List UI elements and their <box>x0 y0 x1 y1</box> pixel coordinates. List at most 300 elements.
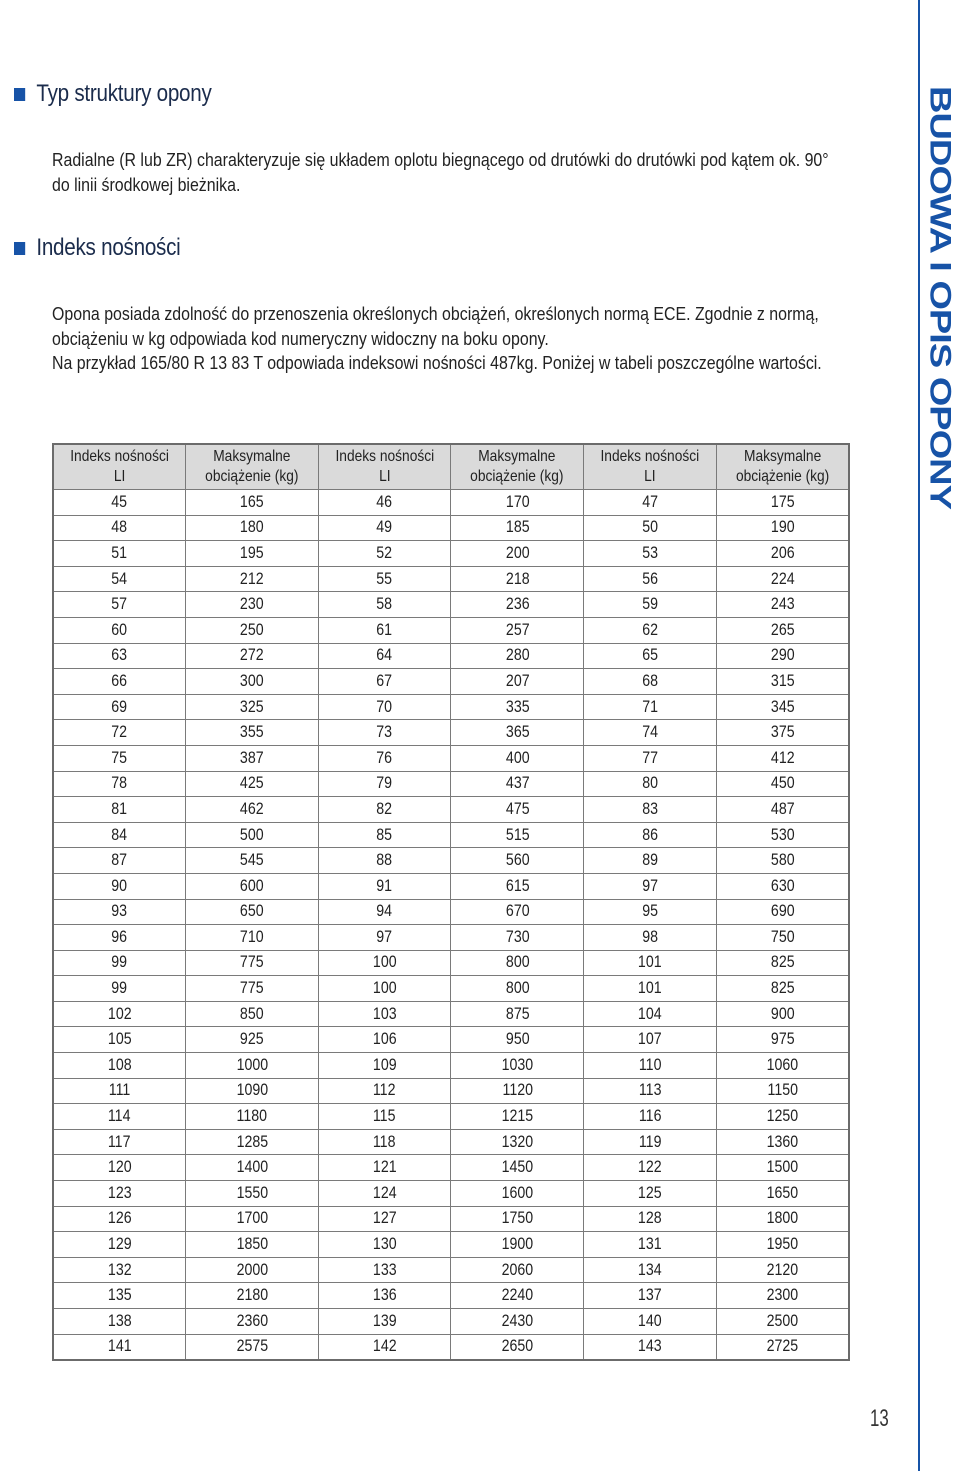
table-cell <box>318 1078 451 1104</box>
table-cell-value: 1700 <box>236 1209 268 1228</box>
table-row <box>53 1053 849 1079</box>
table-cell <box>318 771 451 797</box>
table-cell <box>716 1078 849 1104</box>
table-cell <box>186 720 319 746</box>
table-cell-value: 76 <box>376 748 393 767</box>
table-cell <box>451 873 584 899</box>
table-cell-value: 775 <box>240 953 264 972</box>
table-cell-value: 52 <box>376 543 393 562</box>
table-cell-value: 94 <box>376 902 393 921</box>
square-bullet-icon <box>14 242 25 255</box>
table-body <box>53 490 849 1361</box>
table-cell <box>53 643 186 669</box>
table-cell <box>318 1155 451 1181</box>
table-cell <box>186 1181 319 1207</box>
table-cell-value: 165 <box>240 492 264 511</box>
table-cell-value: 97 <box>376 927 393 946</box>
table-cell-value: 48 <box>111 518 128 537</box>
table-cell <box>716 643 849 669</box>
table-cell-value: 112 <box>373 1081 396 1100</box>
table-cell <box>584 797 717 823</box>
table-header-row <box>53 444 849 490</box>
table-cell <box>451 1053 584 1079</box>
table-cell-value: 218 <box>505 569 530 588</box>
table-cell-value: 127 <box>372 1209 397 1228</box>
table-cell <box>318 490 451 516</box>
table-cell <box>716 873 849 899</box>
table-cell <box>186 950 319 976</box>
table-cell-value: 2000 <box>236 1260 268 1279</box>
table-cell <box>186 1078 319 1104</box>
table-cell-value: 850 <box>240 1004 264 1023</box>
table-cell-value: 280 <box>505 646 530 665</box>
table-cell-value: 68 <box>642 671 658 690</box>
table-cell-value: 63 <box>111 646 128 665</box>
table-cell <box>584 1283 717 1309</box>
table-cell-value: 1400 <box>236 1158 268 1177</box>
table-row <box>53 950 849 976</box>
table-cell-value: 117 <box>108 1132 131 1151</box>
table-cell <box>716 515 849 541</box>
table-cell <box>186 873 319 899</box>
table-cell <box>186 592 319 618</box>
table-cell-value: 101 <box>638 979 662 998</box>
table-cell <box>318 1104 451 1130</box>
table-cell <box>716 822 849 848</box>
table-cell <box>53 1129 186 1155</box>
table-cell <box>584 1232 717 1258</box>
table-cell <box>451 694 584 720</box>
table-cell-value: 73 <box>376 723 393 742</box>
table-cell <box>318 669 451 695</box>
table-cell <box>451 1283 584 1309</box>
table-cell <box>716 797 849 823</box>
table-cell <box>318 592 451 618</box>
table-cell-value: 1030 <box>501 1055 534 1074</box>
table-cell-value: 975 <box>770 1030 795 1049</box>
table-cell <box>53 541 186 567</box>
table-cell-value: 59 <box>642 595 658 614</box>
table-cell-value: 99 <box>111 953 128 972</box>
table-cell <box>53 1232 186 1258</box>
table-cell-value: 315 <box>770 671 795 690</box>
table-row <box>53 848 849 874</box>
table-cell-value: 2240 <box>501 1286 534 1305</box>
paragraph-text: Opona posiada zdolność do przenoszenia określonych obciążeń, określonych normą ECE. Zgodnie z normą, obciążeniu w kg odpowiada kod numeryczny widoczny na boku opony. <box>52 303 819 349</box>
table-cell <box>186 566 319 592</box>
section-heading-text: Indeks nośności <box>36 234 181 261</box>
table-cell <box>716 1283 849 1309</box>
table-cell-value: 615 <box>505 876 530 895</box>
table-cell <box>716 1155 849 1181</box>
table-cell-value: 102 <box>107 1004 132 1023</box>
table-cell-value: 49 <box>376 518 393 537</box>
table-cell-value: 45 <box>111 492 128 511</box>
table-cell <box>451 771 584 797</box>
table-cell <box>318 745 451 771</box>
table-cell <box>451 745 584 771</box>
table-row <box>53 1257 849 1283</box>
table-cell <box>186 797 319 823</box>
table-cell-value: 257 <box>505 620 530 639</box>
table-cell <box>716 1104 849 1130</box>
table-cell <box>53 976 186 1002</box>
table-cell-value: 140 <box>638 1311 662 1330</box>
tire-structure-paragraph <box>52 148 843 197</box>
table-cell <box>451 720 584 746</box>
table-cell-value: 437 <box>505 774 530 793</box>
table-cell-value: 67 <box>376 671 393 690</box>
table-cell <box>716 899 849 925</box>
table-cell-value: 107 <box>638 1030 662 1049</box>
table-cell <box>451 1334 584 1360</box>
table-cell-value: 190 <box>770 518 795 537</box>
table-cell-value: 135 <box>107 1286 132 1305</box>
table-cell-value: 133 <box>372 1260 397 1279</box>
table-cell-value: 185 <box>505 518 530 537</box>
table-cell <box>451 1078 584 1104</box>
table-cell <box>53 771 186 797</box>
table-cell <box>584 669 717 695</box>
table-cell <box>584 899 717 925</box>
table-cell <box>318 848 451 874</box>
table-cell-value: 1120 <box>502 1081 533 1100</box>
table-cell-value: 1060 <box>766 1055 799 1074</box>
table-cell <box>53 1053 186 1079</box>
table-cell-value: 136 <box>372 1286 397 1305</box>
table-cell <box>451 1129 584 1155</box>
table-row <box>53 643 849 669</box>
table-header-cell <box>451 444 584 490</box>
table-cell <box>186 848 319 874</box>
table-cell <box>716 1309 849 1335</box>
table-cell-value: 545 <box>240 851 264 870</box>
table-cell-value: 105 <box>107 1030 132 1049</box>
table-cell-value: 2300 <box>766 1286 799 1305</box>
table-cell-value: 265 <box>770 620 795 639</box>
table-cell <box>584 515 717 541</box>
table-cell <box>318 950 451 976</box>
table-cell <box>53 822 186 848</box>
table-cell <box>716 541 849 567</box>
table-cell <box>451 541 584 567</box>
table-row <box>53 490 849 516</box>
table-cell <box>53 1283 186 1309</box>
table-cell-value: 355 <box>240 723 264 742</box>
table-row <box>53 720 849 746</box>
table-cell-value: 230 <box>240 595 264 614</box>
table-cell-value: 800 <box>505 979 530 998</box>
table-cell <box>318 1129 451 1155</box>
table-cell <box>584 592 717 618</box>
table-cell-value: 195 <box>240 543 264 562</box>
table-cell-value: 129 <box>107 1235 132 1254</box>
table-cell-value: 131 <box>638 1235 662 1254</box>
table-header-cell <box>53 444 186 490</box>
table-cell-value: 1550 <box>236 1183 268 1202</box>
table-cell <box>451 1001 584 1027</box>
table-row <box>53 1001 849 1027</box>
table-cell-value: 56 <box>642 569 658 588</box>
table-row <box>53 1232 849 1258</box>
table-cell <box>584 1053 717 1079</box>
table-cell <box>716 950 849 976</box>
table-cell <box>186 925 319 951</box>
table-cell <box>451 1027 584 1053</box>
table-cell-value: 600 <box>240 876 264 895</box>
table-cell-value: 1950 <box>766 1235 799 1254</box>
table-cell-value: 950 <box>505 1030 530 1049</box>
table-cell-value: 72 <box>111 723 128 742</box>
table-cell <box>584 566 717 592</box>
table-cell <box>716 1334 849 1360</box>
table-cell-value: 375 <box>770 723 795 742</box>
table-cell <box>584 873 717 899</box>
paragraph-text: Radialne (R lub ZR) charakteryzuje się układem oplotu biegnącego od drutówki do drutówki pod kątem ok. 90° do linii środkowej bieżnika. <box>52 149 829 195</box>
table-cell <box>716 1027 849 1053</box>
table-cell-value: 1000 <box>236 1055 268 1074</box>
table-cell <box>584 1129 717 1155</box>
table-cell <box>451 643 584 669</box>
table-cell-value: 900 <box>770 1004 795 1023</box>
table-cell-value: 75 <box>111 748 128 767</box>
table-cell <box>318 797 451 823</box>
table-cell <box>584 1155 717 1181</box>
table-cell <box>451 1257 584 1283</box>
table-cell-value: 1180 <box>236 1107 268 1126</box>
table-cell <box>318 541 451 567</box>
table-cell-value: 100 <box>372 979 397 998</box>
table-cell-value: 730 <box>505 927 530 946</box>
table-cell <box>186 1053 319 1079</box>
table-cell-value: 580 <box>770 851 795 870</box>
table-cell <box>584 745 717 771</box>
table-cell-value: 207 <box>505 671 530 690</box>
table-cell <box>584 925 717 951</box>
table-cell-value: 2500 <box>766 1311 799 1330</box>
table-cell-value: 2180 <box>236 1286 268 1305</box>
table-cell-value: 2430 <box>501 1311 534 1330</box>
table-cell-value: 111 <box>108 1081 131 1100</box>
table-cell-value: 130 <box>372 1235 397 1254</box>
table-cell <box>318 1309 451 1335</box>
table-cell-value: 96 <box>111 927 128 946</box>
table-cell-value: 500 <box>240 825 264 844</box>
table-cell <box>53 1027 186 1053</box>
table-cell <box>186 1309 319 1335</box>
table-cell <box>53 745 186 771</box>
table-cell-value: 1800 <box>766 1209 799 1228</box>
table-cell-value: 345 <box>770 697 795 716</box>
table-cell-value: 88 <box>376 851 393 870</box>
table-cell <box>584 643 717 669</box>
table-cell-value: 142 <box>372 1337 397 1356</box>
table-cell <box>716 1053 849 1079</box>
table-cell <box>584 976 717 1002</box>
table-cell-value: 128 <box>638 1209 662 1228</box>
table-cell <box>584 720 717 746</box>
table-cell-value: 1215 <box>501 1107 534 1126</box>
table-cell <box>186 822 319 848</box>
table-cell-value: 325 <box>240 697 264 716</box>
table-header-label: Indeks nośności LI <box>335 448 434 485</box>
table-cell <box>451 1181 584 1207</box>
table-cell <box>716 771 849 797</box>
table-cell-value: 1150 <box>767 1081 798 1100</box>
table-cell <box>584 1334 717 1360</box>
table-cell <box>53 1206 186 1232</box>
table-cell <box>53 899 186 925</box>
table-row <box>53 515 849 541</box>
table-cell <box>318 822 451 848</box>
table-cell <box>53 720 186 746</box>
table-cell <box>186 1129 319 1155</box>
table-cell-value: 93 <box>111 902 128 921</box>
table-cell-value: 109 <box>372 1055 397 1074</box>
section-heading-tire-structure <box>14 80 212 108</box>
table-row <box>53 541 849 567</box>
table-cell <box>451 848 584 874</box>
table-cell-value: 83 <box>642 799 658 818</box>
table-row <box>53 1027 849 1053</box>
table-cell <box>186 1206 319 1232</box>
table-cell-value: 175 <box>770 492 795 511</box>
table-cell-value: 1320 <box>501 1132 534 1151</box>
table-cell <box>716 1181 849 1207</box>
table-cell-value: 2575 <box>236 1337 268 1356</box>
table-cell <box>584 1309 717 1335</box>
table-cell <box>716 720 849 746</box>
table-cell-value: 115 <box>373 1107 396 1126</box>
table-cell-value: 86 <box>642 825 658 844</box>
table-cell <box>53 669 186 695</box>
table-row <box>53 694 849 720</box>
table-cell-value: 137 <box>638 1286 662 1305</box>
table-cell-value: 99 <box>111 979 128 998</box>
table-cell <box>186 617 319 643</box>
table-cell-value: 113 <box>638 1081 662 1100</box>
table-cell-value: 530 <box>770 825 795 844</box>
table-cell <box>716 1206 849 1232</box>
table-cell-value: 78 <box>111 774 128 793</box>
table-cell-value: 2120 <box>766 1260 799 1279</box>
table-cell-value: 95 <box>642 902 658 921</box>
table-cell <box>716 745 849 771</box>
table-cell-value: 55 <box>376 569 393 588</box>
table-row <box>53 1309 849 1335</box>
table-cell <box>186 771 319 797</box>
table-cell <box>584 617 717 643</box>
table-cell <box>716 1257 849 1283</box>
table-cell-value: 53 <box>642 543 658 562</box>
table-cell-value: 425 <box>240 774 264 793</box>
table-cell <box>53 1309 186 1335</box>
table-cell <box>716 617 849 643</box>
section-heading-text: Typ struktury opony <box>36 80 212 107</box>
table-cell <box>186 541 319 567</box>
table-cell <box>716 976 849 1002</box>
table-cell-value: 74 <box>642 723 658 742</box>
table-cell-value: 475 <box>505 799 530 818</box>
table-cell-value: 138 <box>107 1311 132 1330</box>
table-cell <box>186 899 319 925</box>
table-cell-value: 690 <box>770 902 795 921</box>
table-cell-value: 65 <box>642 646 658 665</box>
table-cell <box>584 822 717 848</box>
table-cell-value: 1360 <box>766 1132 799 1151</box>
table-cell-value: 224 <box>770 569 795 588</box>
table-cell <box>186 643 319 669</box>
table-cell <box>584 1104 717 1130</box>
table-cell <box>53 1078 186 1104</box>
table-cell <box>186 1001 319 1027</box>
table-cell-value: 125 <box>638 1183 662 1202</box>
table-header-label: Maksymalne obciążenie (kg) <box>470 448 564 485</box>
table-row <box>53 566 849 592</box>
table-cell-value: 670 <box>505 902 530 921</box>
table-header-label: Maksymalne obciążenie (kg) <box>735 448 830 485</box>
table-cell <box>451 490 584 516</box>
table-cell-value: 825 <box>770 979 795 998</box>
table-cell <box>584 1206 717 1232</box>
table-cell <box>716 925 849 951</box>
table-cell-value: 206 <box>770 543 795 562</box>
table-cell-value: 81 <box>111 799 128 818</box>
table-cell-value: 84 <box>111 825 128 844</box>
table-cell <box>451 899 584 925</box>
table-cell-value: 236 <box>505 595 530 614</box>
table-cell <box>451 1104 584 1130</box>
table-cell-value: 1600 <box>501 1183 534 1202</box>
table-cell <box>451 566 584 592</box>
table-cell-value: 119 <box>638 1132 662 1151</box>
table-cell <box>451 797 584 823</box>
table-cell <box>716 566 849 592</box>
table-cell <box>716 1232 849 1258</box>
table-cell-value: 77 <box>642 748 658 767</box>
table-cell <box>318 515 451 541</box>
table-cell <box>451 617 584 643</box>
table-row <box>53 925 849 951</box>
table-cell-value: 412 <box>770 748 795 767</box>
table-cell <box>584 1181 717 1207</box>
table-cell <box>318 1027 451 1053</box>
table-cell <box>53 797 186 823</box>
table-cell <box>451 950 584 976</box>
table-cell-value: 91 <box>376 876 393 895</box>
table-cell <box>318 1206 451 1232</box>
table-cell <box>318 1283 451 1309</box>
table-cell-value: 335 <box>505 697 530 716</box>
table-cell <box>53 1104 186 1130</box>
table-cell-value: 106 <box>372 1030 397 1049</box>
table-cell-value: 143 <box>638 1337 662 1356</box>
table-cell <box>186 1283 319 1309</box>
table-cell <box>318 643 451 669</box>
table-cell <box>584 1001 717 1027</box>
table-cell-value: 139 <box>372 1311 397 1330</box>
table-cell <box>318 566 451 592</box>
table-cell-value: 66 <box>111 671 128 690</box>
table-cell-value: 79 <box>376 774 393 793</box>
table-row <box>53 1206 849 1232</box>
table-cell-value: 825 <box>770 953 795 972</box>
table-cell-value: 123 <box>107 1183 132 1202</box>
table-cell-value: 98 <box>642 927 658 946</box>
table-cell <box>53 950 186 976</box>
table-header-label: Indeks nośności LI <box>600 448 700 485</box>
table-header-cell <box>584 444 717 490</box>
